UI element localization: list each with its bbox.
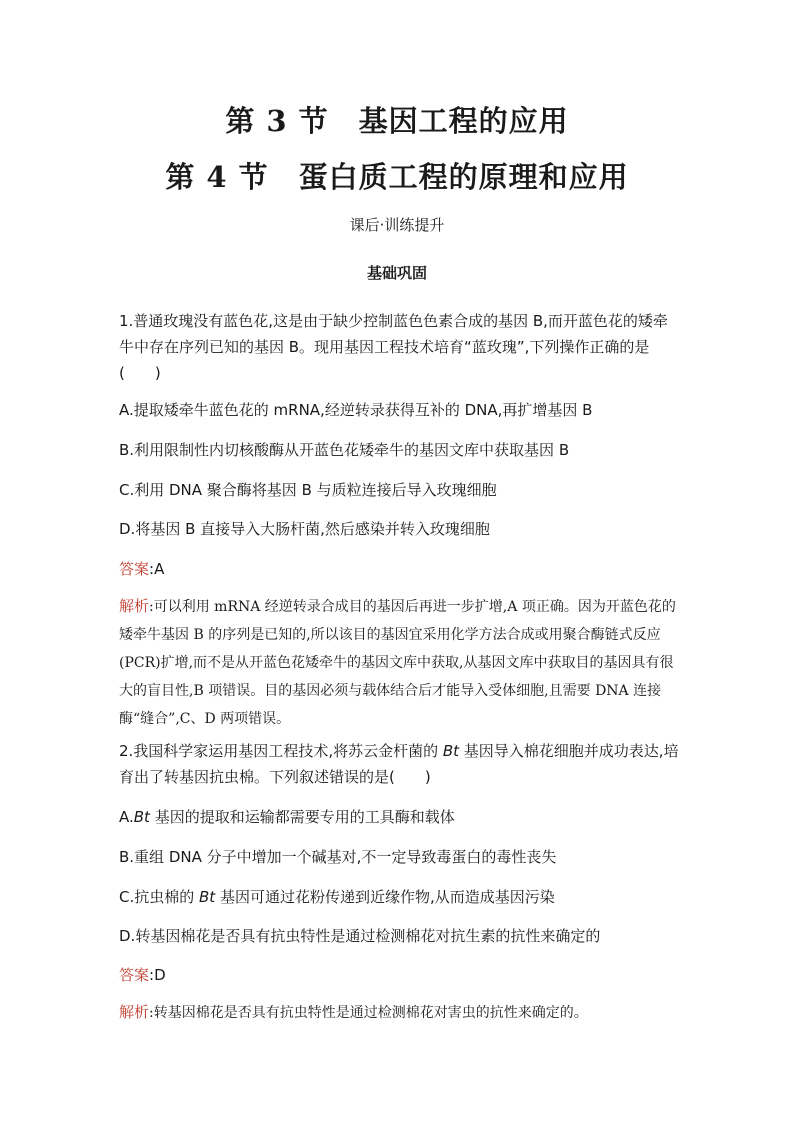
question-2-answer — [119, 964, 166, 986]
question-1-option-d: D.将基因 B 直接导入大肠杆菌,然后感染并转入玫瑰细胞 — [119, 520, 490, 538]
explanation-text: :可以利用 mRNA 经逆转录合成目的基因后再进一步扩增,A 项正确。因为开蓝色花的矮牵牛基因 B 的序列是已知的,所以该目的基因宜采用化学方法合成或用聚合酶链式反应(PCR)扩增,而不是从开蓝色花矮牵牛的基因文库中获取,从基因文库中获取目的基因具有很大的盲目性,B 项错误。目的基因必须与载体结合后才能导入受体细胞,且需要 DNA 连接酶“缝合”,C、D 两项错误。 — [119, 599, 676, 727]
stem-text: 基因导入棉花细胞并成功表达,培育出了转基因抗虫棉。下列叙述错误的是( ) — [119, 742, 679, 786]
section-title-3: 第 3 节 基因工程的应用 — [225, 104, 569, 138]
question-1-option-c: C.利用 DNA 聚合酶将基因 B 与质粒连接后导入玫瑰细胞 — [119, 481, 497, 499]
question-1-explanation — [119, 592, 679, 733]
question-1-option-a: A.提取矮牵牛蓝色花的 mRNA,经逆转录获得互补的 DNA,再扩增基因 B — [119, 401, 593, 419]
question-1-option-b: B.利用限制性内切核酸酶从开蓝色花矮牵牛的基因文库中获取基因 B — [119, 441, 570, 459]
answer-label: 答案 — [119, 560, 150, 578]
option-text: A. — [119, 808, 134, 826]
question-2-option-a — [119, 806, 679, 828]
question-2-option-c — [119, 886, 679, 908]
question-2-option-d: D.转基因棉花是否具有抗虫特性是通过检测棉花对抗生素的抗性来确定的 — [119, 927, 601, 945]
section-title-4: 第 4 节 蛋白质工程的原理和应用 — [165, 160, 629, 194]
question-2-option-b: B.重组 DNA 分子中增加一个碱基对,不一定导致毒蛋白的毒性丧失 — [119, 848, 557, 866]
explanation-text: :转基因棉花是否具有抗虫特性是通过检测棉花对害虫的抗性来确定的。 — [149, 1005, 588, 1021]
question-2-stem — [119, 738, 679, 790]
question-2-explanation — [119, 998, 679, 1027]
answer-label: 答案 — [119, 966, 150, 984]
stem-text: 2.我国科学家运用基因工程技术,将苏云金杆菌的 — [119, 742, 443, 760]
answer-value: :D — [149, 966, 166, 984]
subtitle: 课后·训练提升 — [349, 216, 445, 234]
option-text: 基因可通过花粉传递到近缘作物,从而造成基因污染 — [215, 888, 555, 906]
option-text: C.抗虫棉的 — [119, 888, 200, 906]
option-text: 基因的提取和运输都需要专用的工具酶和载体 — [149, 808, 455, 826]
gene-name: Bt — [133, 808, 150, 826]
question-1-answer — [119, 558, 164, 580]
answer-value: :A — [149, 560, 165, 578]
explanation-label: 解析 — [119, 1003, 150, 1021]
explanation-label: 解析 — [119, 597, 150, 615]
gene-name: Bt — [199, 888, 216, 906]
section-heading: 基础巩固 — [366, 264, 427, 282]
gene-name: Bt — [442, 742, 460, 760]
question-1-stem: 1.普通玫瑰没有蓝色花,这是由于缺少控制蓝色色素合成的基因 B,而开蓝色花的矮牵牛中存在序列已知的基因 B。现用基因工程技术培育“蓝玫瑰”,下列操作正确的是( ) — [119, 312, 668, 382]
